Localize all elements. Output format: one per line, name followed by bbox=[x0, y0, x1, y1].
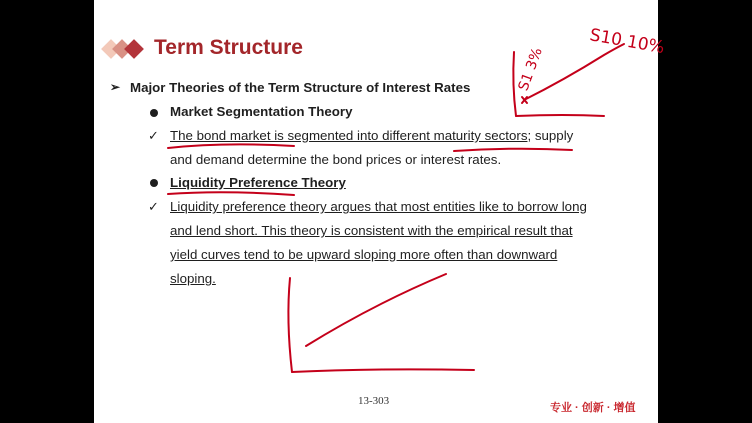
slide-title: Term Structure bbox=[154, 36, 303, 59]
arrow-bullet-icon: ➢ bbox=[110, 80, 121, 94]
check-icon: ✓ bbox=[148, 199, 159, 214]
theory1-text-line2: and demand determine the bond prices or interest rates. bbox=[170, 152, 502, 167]
theory1-paragraph bbox=[170, 124, 622, 172]
page-number: 13-303 bbox=[358, 395, 390, 407]
theory2-text-line4: sloping. bbox=[170, 271, 216, 286]
theory2-heading: Liquidity Preference Theory bbox=[170, 175, 346, 190]
theory1-heading: Market Segmentation Theory bbox=[170, 104, 353, 119]
theory2-paragraph bbox=[170, 195, 622, 291]
ink-label-top: S10 10% bbox=[588, 25, 667, 59]
check-icon: ✓ bbox=[148, 128, 159, 143]
ink-axis-horizontal-2 bbox=[292, 369, 474, 372]
slide bbox=[94, 0, 667, 423]
brand-slogan: 专业 · 创新 · 增值 bbox=[550, 402, 636, 414]
theory1-text-rest: ; supply bbox=[527, 128, 574, 143]
bullet-icon bbox=[150, 109, 158, 117]
ink-axis-vertical bbox=[513, 52, 516, 116]
ink-axis-horizontal bbox=[516, 115, 604, 116]
theory2-text-line2: and lend short. This theory is consistent with the empirical result that bbox=[170, 223, 573, 238]
theory2-text-line1: Liquidity preference theory argues that most entities like to borrow long bbox=[170, 199, 587, 214]
ink-label-left: S1 3% bbox=[515, 45, 546, 93]
diamond-decoration-icon bbox=[102, 34, 150, 64]
ink-axis-vertical-2 bbox=[288, 278, 292, 372]
ink-curve-upward bbox=[524, 44, 624, 100]
main-point-text: Major Theories of the Term Structure of Interest Rates bbox=[130, 80, 471, 95]
bullet-icon bbox=[150, 179, 158, 187]
main-point bbox=[110, 80, 471, 95]
theory2-text-line3: yield curves tend to be upward sloping more often than downward bbox=[170, 247, 558, 262]
ink-point-mark bbox=[522, 97, 527, 103]
theory1-text-underlined: The bond market is segmented into different maturity sectors bbox=[170, 128, 528, 143]
